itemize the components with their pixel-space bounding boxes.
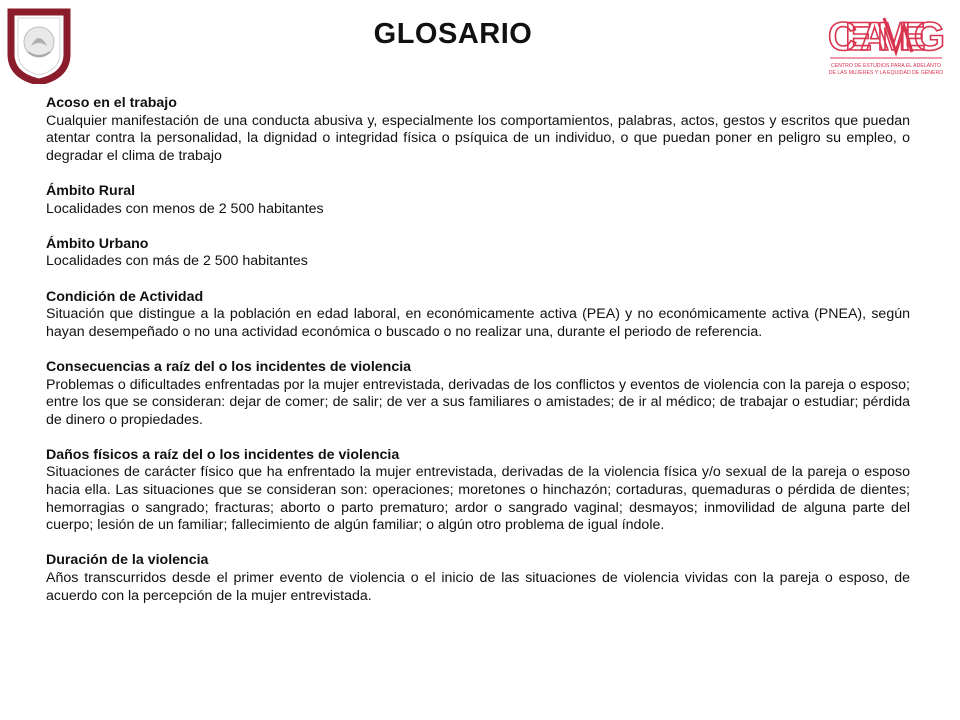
glossary-term: Daños físicos a raíz del o los incidentes de violencia [46,446,400,463]
glossary-definition: Años transcurridos desde el primer evento de violencia o el inicio de las situaciones de violencia vividas con la pareja o esposo, de acuerdo con la percepción de la mujer entrevistada. [46,570,910,604]
glossary-entry [46,236,910,271]
glossary-term: Condición de Actividad [46,288,204,305]
glossary-definition: Localidades con más de 2 500 habitantes [46,253,308,270]
glossary-term: Acoso en el trabajo [46,95,177,111]
ceameg-caption-2: DE LAS MUJERES Y LA EQUIDAD DE GÉNERO [828,70,944,76]
glossary-term: Duración de la violencia [46,552,209,569]
glossary-definition: Situación que distingue a la población en edad laboral, en económicamente activa (PEA) y no económicamente activa (PNEA), según hayan desempeñado o no una actividad económica o buscado o no realizar una, durante el periodo de referencia. [46,306,910,340]
glossary-term: Ámbito Rural [46,182,136,199]
glossary-definition: Cualquier manifestación de una conducta abusiva y, especialmente los comportamientos, palabras, actos, gestos y escritos que puedan atentar contra la personalidad, la dignidad o integridad física o psíquica de un individuo, o que puedan poner en peligro su empleo, o degradar el clima de trabajo [46,112,910,164]
glossary-entry [46,447,910,535]
page-title: GLOSARIO [373,18,533,50]
glossary-entry [46,359,910,429]
glossary-entry [46,95,910,165]
glossary-term: Ámbito Urbano [46,235,149,252]
ceameg-wordmark-icon [826,6,946,78]
glossary-definition: Localidades con menos de 2 500 habitantes [46,200,324,217]
glossary-entry [46,183,910,218]
glossary-term: Consecuencias a raíz del o los incidentes de violencia [46,358,412,375]
svg-text:CEAMEG: CEAMEG [828,15,944,59]
glossary-entry [46,552,910,605]
glossary-entry [46,289,910,342]
glossary-list [46,95,910,623]
ceameg-logo [826,6,946,78]
ceameg-caption-1: CENTRO DE ESTUDIOS PARA EL ADELANTO [830,63,942,69]
glossary-definition: Situaciones de carácter físico que ha enfrentado la mujer entrevistada, derivadas de la violencia física y/o sexual de la pareja o esposo hacia ella. Las situaciones que se consideran son: operaciones; moretones o hinchazón; cortaduras, quemaduras o pérdida de dientes; hemorragias o sangrado; fracturas; aborto o parto prematuro; ardor o sangrado vaginal; desmayos; inmovilidad de alguna parte del cuerpo; lesión de un familiar; fallecimiento de algún familiar; o algún otro problema de igual índole. [46,464,910,534]
glossary-definition: Problemas o dificultades enfrentadas por la mujer entrevistada, derivadas de los conflictos y eventos de violencia con la pareja o esposo; entre los que se consideran: dejar de comer; de salir; de ver a sus familiares o amistades; de ir al médico; de trabajar o estudiar; pérdida de dinero o propiedades. [46,376,910,428]
